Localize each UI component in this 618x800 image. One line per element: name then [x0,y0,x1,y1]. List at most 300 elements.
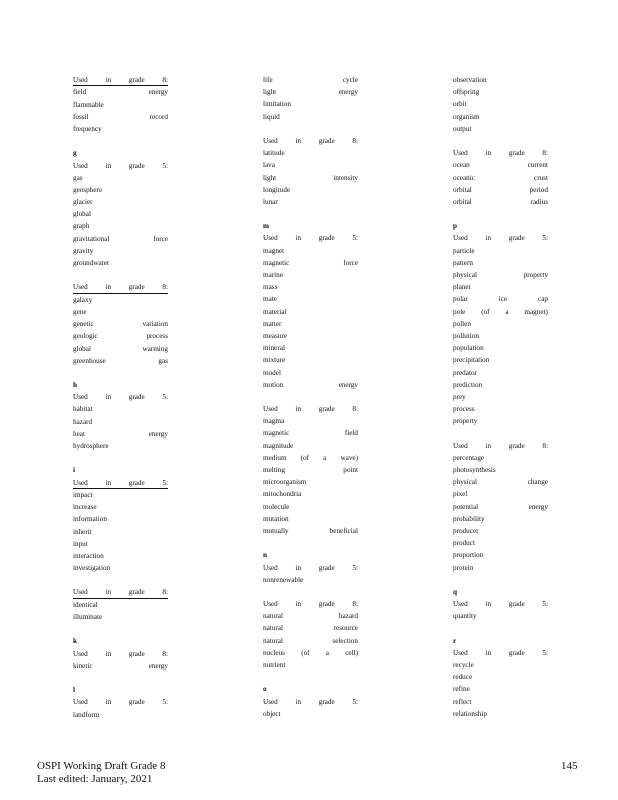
word: beneficial [329,526,358,535]
word: grade [318,563,335,572]
glossary-term: object [263,709,281,718]
word: selection [332,636,358,645]
word: field [344,429,358,438]
grade-heading [453,440,548,452]
glossary-term: gravity [73,246,94,255]
glossary-term: product [453,539,475,548]
word: a [323,453,327,462]
word: gravitational [73,234,110,243]
footer-document-title: OSPI Working Draft Grade 8 [37,760,166,772]
word: light [263,173,277,182]
glossary-term: nutrient [263,661,286,669]
word: in [295,697,302,706]
glossary-term [263,86,358,98]
page-number: 145 [561,760,578,772]
glossary-term: pixel [453,490,468,499]
glossary-term: particle [453,246,475,255]
word: energy [148,661,168,670]
glossary-term: measure [263,331,287,340]
glossary-term: relationship [453,709,487,718]
glossary-term: gas [73,173,83,182]
word: in [105,478,112,487]
word: Used [263,697,278,706]
glossary-term: inherit [73,527,92,536]
glossary-term: marine [263,271,283,279]
word: record [149,112,168,121]
glossary-term [73,111,168,123]
grade-heading [263,135,358,147]
line-spacer [453,427,548,439]
glossary-term [263,257,358,269]
word: 5: [352,697,358,706]
word: process [146,332,168,341]
glossary-term [73,355,168,367]
word: grade [128,649,145,658]
glossary-term: interaction [73,551,104,560]
glossary-term: increase [73,503,97,512]
glossary-term [263,379,358,391]
glossary-term: habitat [73,405,93,414]
grade-heading [263,598,358,610]
word: orbital [453,197,472,206]
glossary-term: mutation [263,514,289,523]
word: in [485,648,492,657]
grade-heading [453,598,548,610]
grade-heading [263,562,358,574]
section-letter: r [453,636,457,645]
glossary-term [73,660,168,672]
word: grade [128,161,145,170]
glossary-term: global [73,210,91,219]
glossary-term: groundwater [73,259,110,268]
word: grade [318,405,335,414]
glossary-term: molecule [263,502,290,511]
word: force [153,234,168,243]
word: grade [128,698,145,707]
word: cap [538,295,548,304]
glossary-term: pollution [453,331,479,340]
word: 5: [542,600,548,609]
word: in [105,649,112,658]
line-spacer [73,452,168,464]
word: light [263,88,277,97]
word: in [105,588,112,597]
glossary-term: predator [453,368,477,377]
glossary-term: refine [453,685,470,694]
grade-heading [73,391,168,403]
word: intensity [333,173,358,182]
section-letter: g [73,149,77,158]
glossary-column-3 [453,74,548,720]
word: physical [453,271,477,279]
glossary-term: input [73,539,88,548]
line-spacer [263,208,358,220]
word: grade [128,76,145,84]
word: point [343,466,358,474]
glossary-term: matter [263,319,282,328]
word: melting [263,466,285,474]
glossary-term: recycle [453,661,474,669]
line-spacer [73,367,168,379]
word: Used [263,136,278,145]
glossary-term [73,343,168,355]
glossary-term [453,476,548,488]
glossary-term: illuminate [73,613,103,622]
word: in [295,563,302,572]
word: ocean [453,161,470,170]
word: ice [498,295,508,304]
grade-heading [453,232,548,244]
line-spacer [263,671,358,683]
word: orbital [453,185,472,194]
glossary-term: organism [453,112,480,121]
line-spacer [73,623,168,635]
word: radius [530,197,548,206]
word: natural [263,636,283,645]
line-spacer [453,574,548,586]
word: in [105,283,112,292]
glossary-term: mixture [263,356,286,365]
glossary-term: flammable [73,100,104,109]
word: Used [263,234,278,243]
glossary-term: mass [263,283,278,292]
word: in [295,136,302,145]
footer-last-edited: Last edited: January, 2021 [37,773,153,785]
word: a [505,307,509,316]
glossary-term [263,172,358,184]
word: kinetic [73,661,93,670]
line-spacer [453,622,548,634]
glossary-term: quantity [453,612,477,621]
word: grade [508,441,525,450]
glossary-term: precipitation [453,356,490,365]
grade-heading [453,647,548,659]
word: in [105,698,112,707]
word: 5: [162,393,168,402]
glossary-term [453,501,548,513]
word: in [295,234,302,243]
word: energy [528,502,548,511]
glossary-term: proportion [453,551,484,560]
glossary-term: process [453,405,475,414]
glossary-term [263,525,358,537]
word: 5: [162,161,168,170]
glossary-term: prediction [453,380,483,389]
word: Used [453,234,468,243]
word: global [73,344,91,353]
word: (of [481,307,490,316]
glossary-term: reflect [453,697,472,706]
word: grade [318,600,335,609]
glossary-term: lava [263,161,275,170]
glossary-term: percentage [453,453,485,462]
word: crust [534,173,548,182]
word: a [325,648,329,657]
glossary-term: graph [73,222,90,231]
glossary-term: offspring [453,88,480,97]
word: grade [318,697,335,706]
word: grade [128,588,145,597]
word: energy [338,380,358,389]
glossary-term: mitochondria [263,490,302,499]
grade-heading [73,586,168,598]
glossary-term: mineral [263,344,285,353]
glossary-term [453,293,548,305]
word: cell) [345,648,358,657]
word: grade [128,478,145,487]
line-spacer [73,269,168,281]
word: Used [73,393,88,402]
word: change [527,478,548,487]
glossary-term [453,269,548,281]
word: Used [453,149,468,158]
word: Used [73,478,88,487]
glossary-term: impact [73,490,93,499]
word: grade [318,136,335,145]
word: in [485,441,492,450]
word: 8: [352,136,358,145]
word: motion [263,380,284,389]
glossary-term: photosynthesis [453,466,496,474]
glossary-term: nonrenewable [263,575,304,584]
glossary-term: output [453,124,472,133]
glossary-term [453,306,548,318]
grade-heading [263,696,358,708]
word: Used [73,698,88,707]
word: grade [508,600,525,609]
word: genetic [73,320,94,329]
word: energy [148,429,168,438]
glossary-term [73,86,168,98]
glossary-term: investigation [73,564,111,573]
glossary-term [263,622,358,634]
glossary-term: hydrosphere [73,442,109,451]
grade-heading [263,403,358,415]
word: potential [453,502,479,511]
glossary-term: reduce [453,673,473,682]
glossary-term: prey [453,392,466,401]
word: in [485,149,492,158]
word: Used [73,588,88,597]
word: grade [318,234,335,243]
glossary-term: probability [453,514,485,523]
word: 8: [352,405,358,414]
glossary-term [73,318,168,330]
glossary-term: observation [453,76,487,84]
word: Used [453,600,468,609]
word: magnet) [524,307,548,316]
word: 8: [162,588,168,597]
glossary-term: information [73,515,107,524]
word: 8: [162,649,168,658]
word: grade [128,393,145,402]
word: variation [142,320,168,329]
word: 8: [542,441,548,450]
glossary-term: magnitude [263,441,294,450]
word: medium [263,453,287,462]
glossary-term: magma [263,417,285,426]
glossary-term: mate [263,295,277,304]
word: life [263,76,273,84]
section-letter: o [263,685,267,694]
word: force [343,258,358,267]
glossary-term [263,74,358,86]
word: magnetic [263,258,290,267]
grade-heading [73,648,168,660]
glossary-term: pattern [453,258,473,267]
glossary-term [453,172,548,184]
word: 5: [162,478,168,487]
word: 8: [162,76,168,84]
glossary-term: galaxy [73,295,93,304]
word: Used [263,405,278,414]
word: Used [453,441,468,450]
glossary-term [263,427,358,439]
glossary-term [453,184,548,196]
glossary-term: glacier [73,198,93,207]
section-letter: k [73,637,77,646]
line-spacer [73,574,168,586]
line-spacer [263,391,358,403]
word: hazard [338,612,358,621]
glossary-term: microorganism [263,478,307,487]
glossary-term [263,464,358,476]
grade-heading [73,160,168,172]
word: (of [301,648,310,657]
word: energy [338,88,358,97]
glossary-term: population [453,344,484,353]
footer-left [37,760,165,786]
section-letter: p [453,222,457,231]
glossary-term: lunar [263,197,278,206]
word: in [295,405,302,414]
section-letter: i [73,466,75,475]
word: pole [453,307,466,316]
line-spacer [263,537,358,549]
glossary-term [263,452,358,464]
word: physical [453,478,477,487]
word: geologic [73,332,98,341]
word: Used [73,161,88,170]
glossary-term: material [263,307,287,316]
word: grade [508,234,525,243]
word: grade [128,283,145,292]
word: 8: [162,283,168,292]
grade-heading [73,477,168,489]
glossary-term [263,647,358,659]
word: current [527,161,548,170]
word: oceanic [453,173,475,182]
word: 5: [352,234,358,243]
word: Used [73,283,88,292]
glossary-term: property [453,417,478,426]
line-spacer [263,123,358,135]
glossary-term: liquid [263,112,280,121]
glossary-term: magnet [263,246,285,255]
section-letter: q [453,587,457,596]
glossary-term [263,610,358,622]
word: nucleus [263,648,285,657]
section-letter: h [73,381,77,390]
word: cycle [342,76,358,84]
line-spacer [73,672,168,684]
word: property [523,271,548,279]
word: in [105,76,112,84]
word: natural [263,624,283,633]
word: Used [453,648,468,657]
glossary-term: model [263,368,281,377]
word: Used [73,76,88,84]
word: 8: [542,149,548,158]
glossary-term: producer [453,526,479,535]
word: in [485,234,492,243]
word: warming [142,344,168,353]
word: field [73,88,87,97]
word: in [295,600,302,609]
word: mutually [263,526,289,535]
word: 5: [352,563,358,572]
word: in [105,161,112,170]
glossary-term: planet [453,283,471,292]
word: Used [263,563,278,572]
word: 5: [162,698,168,707]
glossary-term: longitude [263,185,291,194]
section-letter: n [263,551,267,560]
glossary-term: identical [73,600,98,609]
grade-heading [73,696,168,708]
line-spacer [453,208,548,220]
word: (of [300,453,310,462]
glossary-term [263,635,358,647]
glossary-term: landform [73,710,100,719]
word: wave) [340,453,358,462]
word: energy [148,88,168,97]
glossary-term: gene [73,307,87,316]
word: in [485,600,492,609]
glossary-column-2 [263,74,358,720]
grade-heading [73,74,168,86]
word: Used [73,649,88,658]
line-spacer [263,586,358,598]
word: grade [508,149,525,158]
word: 5: [542,234,548,243]
glossary-term [453,196,548,208]
glossary-term [453,159,548,171]
grade-heading [73,281,168,293]
section-letter: m [263,222,269,231]
glossary-term: hazard [73,417,93,426]
glossary-term [73,330,168,342]
glossary-term: latitude [263,149,285,158]
word: in [105,393,112,402]
line-spacer [73,135,168,147]
word: 8: [352,600,358,609]
section-letter: l [73,686,75,695]
grade-heading [453,147,548,159]
word: Used [263,600,278,609]
glossary-term: protein [453,563,474,572]
word: resource [333,624,358,633]
glossary-term: orbit [453,100,467,109]
word: greenhouse [73,356,106,365]
word: heat [73,429,85,438]
word: fossil [73,112,89,121]
glossary-term: limitation [263,100,291,109]
line-spacer [453,135,548,147]
glossary-term [73,428,168,440]
word: period [529,185,548,194]
word: grade [508,648,525,657]
